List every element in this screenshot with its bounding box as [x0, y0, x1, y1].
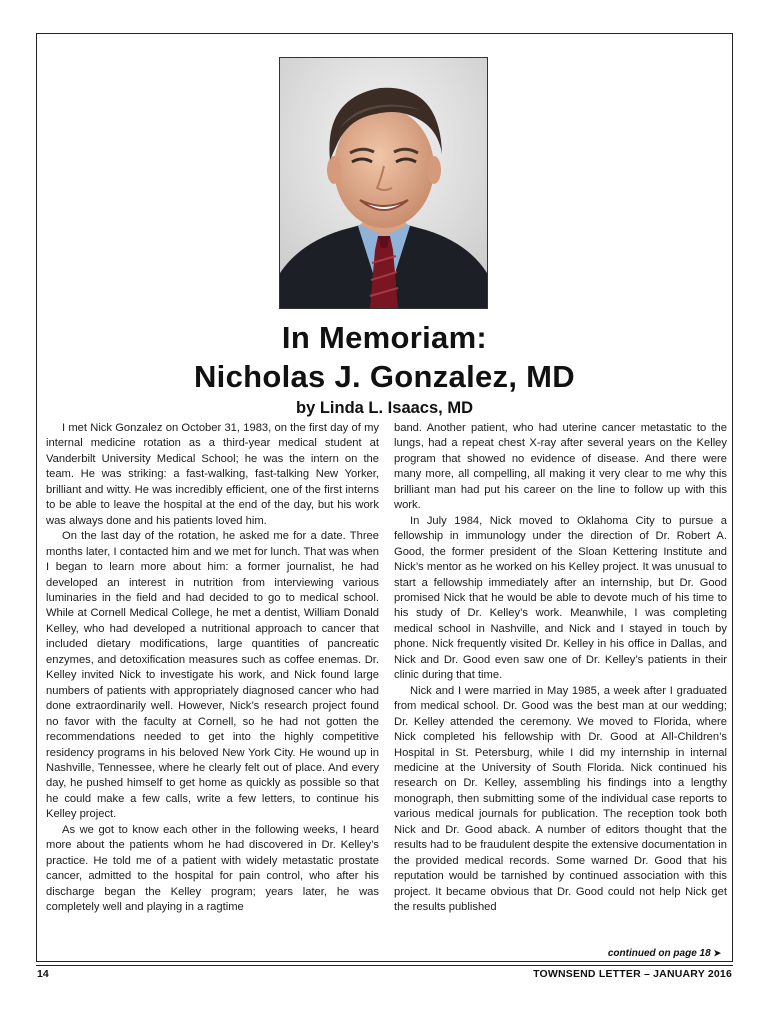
article-byline: by Linda L. Isaacs, MD — [296, 399, 473, 417]
left-text-column — [46, 421, 379, 916]
paragraph: As we got to know each other in the following weeks, I heard more about the patients whom he had discovered in Dr. Kelley’s practice. He told me of a patient with widely metastatic prostate cancer, admitted to the hospital for pain control, who after his discharge began the Kelley program; years later, he was completely well and playing in a ragtime — [46, 823, 379, 914]
paragraph: band. Another patient, who had uterine cancer metastatic to the lungs, had a repeat chest X-ray after several years on the Kelley program that showed no evidence of disease. And there were many more, all compelling, all making it very clear to me why this brilliant man had put his career on the line to follow up with this work. — [394, 422, 727, 512]
article-title-line-2: Nicholas J. Gonzalez, MD — [193, 359, 575, 394]
arrow-right-icon: ➤ — [713, 948, 721, 958]
continued-text: continued on page 18 — [607, 948, 711, 959]
author-portrait-photo — [279, 57, 488, 309]
right-text-column — [394, 421, 727, 916]
portrait-illustration — [280, 58, 487, 308]
page-number: 14 — [37, 968, 49, 980]
paragraph: I met Nick Gonzalez on October 31, 1983, on the first day of my internal medicine rotation as a third-year medical student at Vanderbilt University Medical School; he was the intern on the team. He was striking: a fast-walking, fast-talking New Yorker, brilliant and witty. He was incredibly efficient, one of the first interns to be able to leave the hospital at the end of the day, but his work was always done and his patients loved him. — [46, 422, 379, 527]
continued-link[interactable] — [394, 948, 721, 959]
paragraph: Nick and I were married in May 1985, a week after I graduated from medical school. Dr. Good was the best man at our wedding; Dr. Kelley attended the ceremony. We moved to Florida, where Nick completed his fellowship with Dr. Good at All-Children’s Hospital in St. Petersburg, while I did my internship in internal medicine at the University of South Florida. Nick continued his research on Dr. Kelley, assembling his findings into a lengthy monograph, then submitting some of the individual case reports to various medical journals for publication. The reception took both Nick and Dr. Good aback. A number of editors thought that the results had to be fraudulent despite the extensive documentation in the provided medical records. Some warned Dr. Good that his reputation would be tarnished by continued association with this project. It became obvious that Dr. Good could not help Nick get the results published — [394, 684, 727, 914]
paragraph: In July 1984, Nick moved to Oklahoma City to pursue a fellowship in immunology under the direction of Dr. Robert A. Good, the former president of the Sloan Kettering Institute and Nick’s mentor as he worked on his Kelley project. It was unusual to start a fellowship immediately after an internship, but Dr. Good promised Nick that he would be able to devote much of his time to his study of Dr. Kelley’s work. Meanwhile, I was completing medical school in Nashville, and Nick and I stayed in touch by phone. Nick frequently visited Dr. Kelley in his office in Dallas, and Nick and Dr. Good even saw one of Dr. Kelley’s patients in their clinic during that time. — [394, 514, 727, 682]
footer-divider — [36, 965, 733, 966]
article-title-line-1: In Memoriam: — [281, 320, 488, 355]
paragraph: On the last day of the rotation, he asked me for a date. Three months later, I contacted him and we met for lunch. That was when I began to learn more about him: a former journalist, he had developed an interest in nutrition from interviewing various luminaries in the field and had decided to go to medical school. While at Cornell Medical College, he met a dentist, William Donald Kelley, who had developed a nutritional approach to cancer that included dietary modifications, large quantities of pancreatic enzymes, and detoxification measures such as coffee enemas. Dr. Kelley invited Nick to investigate his work, and Nick found large numbers of patients with appropriately diagnosed cancer who had done extraordinarily well. However, Nick’s research project found no favor with the faculty at Cornell, so he had not gotten the recommendations needed to get into the highly competitive residency programs in his beloved New York City. He wound up in Nashville, Tennessee, where he clearly felt out of place. And every day, he pushed himself to get home as quickly as possible so that he could make a few calls, write a few letters, to continue his Kelley project. — [46, 530, 379, 821]
publication-footer: TOWNSEND LETTER – JANUARY 2016 — [533, 968, 732, 980]
